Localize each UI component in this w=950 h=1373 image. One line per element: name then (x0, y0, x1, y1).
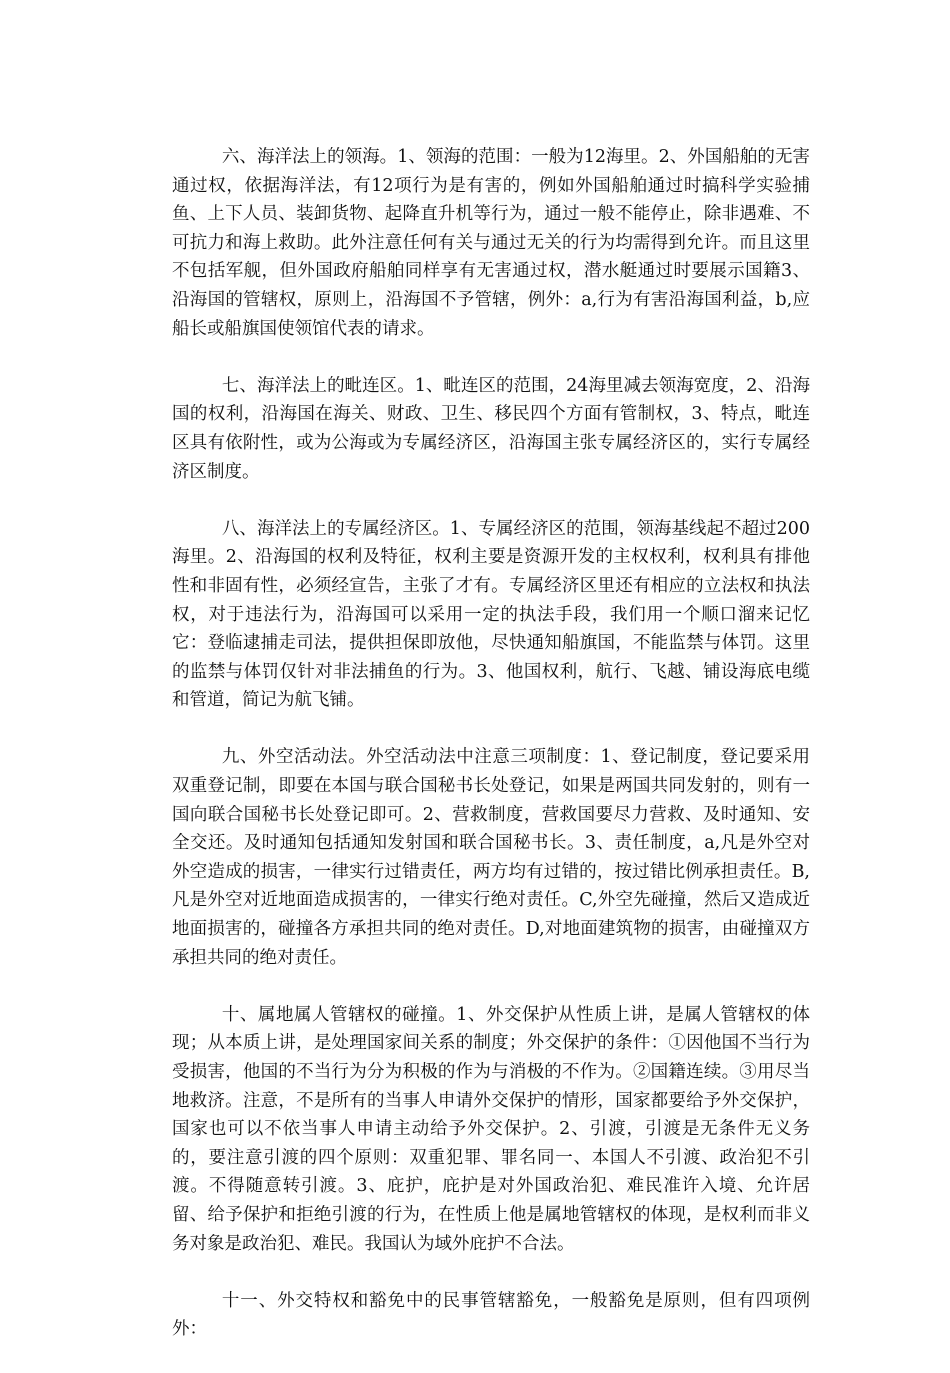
document-body (172, 143, 810, 1373)
paragraph-exclusive-economic-zone: 八、海洋法上的专属经济区。1、专属经济区的范围，领海基线起不超过200海里。2、沿海国的权利及特征，权利主要是资源开发的主权权利，权利具有排他性和非固有性，必须经宣告，主张了才有。专属经济区里还有相应的立法权和执法权，对于违法行为，沿海国可以采用一定的执法手段，我们用一个顺口溜来记忆它：登临逮捕走司法，提供担保即放他，尽快通知船旗国，不能监禁与体罚。这里的监禁与体罚仅针对非法捕鱼的行为。3、他国权利，航行、飞越、铺设海底电缆和管道，简记为航飞铺。 (172, 518, 810, 711)
paragraph-jurisdiction-conflict: 十、属地属人管辖权的碰撞。1、外交保护从性质上讲，是属人管辖权的体现；从本质上讲，是处理国家间关系的制度；外交保护的条件：①因他国不当行为受损害，他国的不当行为分为积极的作为与消极的不作为。②国籍连续。③用尽当地救济。注意，不是所有的当事人申请外交保护的情形，国家都要给予外交保护，国家也可以不依当事人申请主动给予外交保护。2、引渡，引渡是无条件无义务的，要注意引渡的四个原则：双重犯罪、罪名同一、本国人不引渡、政治犯不引渡。不得随意转引渡。3、庇护，庇护是对外国政治犯、难民准许入境、允许居留、给予保护和拒绝引渡的行为，在性质上他是属地管辖权的体现，是权利而非义务对象是政治犯、难民。我国认为域外庇护不合法。 (172, 1004, 810, 1254)
paragraph-diplomatic-immunity: 十一、外交特权和豁免中的民事管辖豁免，一般豁免是原则，但有四项例外： (172, 1290, 810, 1340)
paragraph-outer-space-law: 九、外空活动法。外空活动法中注意三项制度：1、登记制度，登记要采用双重登记制，即要在本国与联合国秘书长处登记，如果是两国共同发射的，则有一国向联合国秘书长处登记即可。2、营救制度，营救国要尽力营救、及时通知、安全交还。及时通知包括通知发射国和联合国秘书长。3、责任制度，a,凡是外空对外空造成的损害，一律实行过错责任，两方均有过错的，按过错比例承担责任。B,凡是外空对近地面造成损害的，一律实行绝对责任。C,外空先碰撞，然后又造成近地面损害的，碰撞各方承担共同的绝对责任。D,对地面建筑物的损害，由碰撞双方承担共同的绝对责任。 (172, 747, 810, 968)
paragraph-contiguous-zone: 七、海洋法上的毗连区。1、毗连区的范围，24海里减去领海宽度，2、沿海国的权利，沿海国在海关、财政、卫生、移民四个方面有管制权，3、特点，毗连区具有依附性，或为公海或为专属经济区，沿海国主张专属经济区的，实行专属经济区制度。 (172, 375, 810, 482)
paragraph-territorial-sea: 六、海洋法上的领海。1、领海的范围：一般为12海里。2、外国船舶的无害通过权，依据海洋法，有12项行为是有害的，例如外国船舶通过时搞科学实验捕鱼、上下人员、装卸货物、起降直升机等行为，通过一般不能停止，除非遇难、不可抗力和海上救助。此外注意任何有关与通过无关的行为均需得到允许。而且这里不包括军舰，但外国政府船舶同样享有无害通过权，潜水艇通过时要展示国籍3、沿海国的管辖权，原则上，沿海国不予管辖，例外：a,行为有害沿海国利益，b,应船长或船旗国使领馆代表的请求。 (172, 147, 810, 339)
